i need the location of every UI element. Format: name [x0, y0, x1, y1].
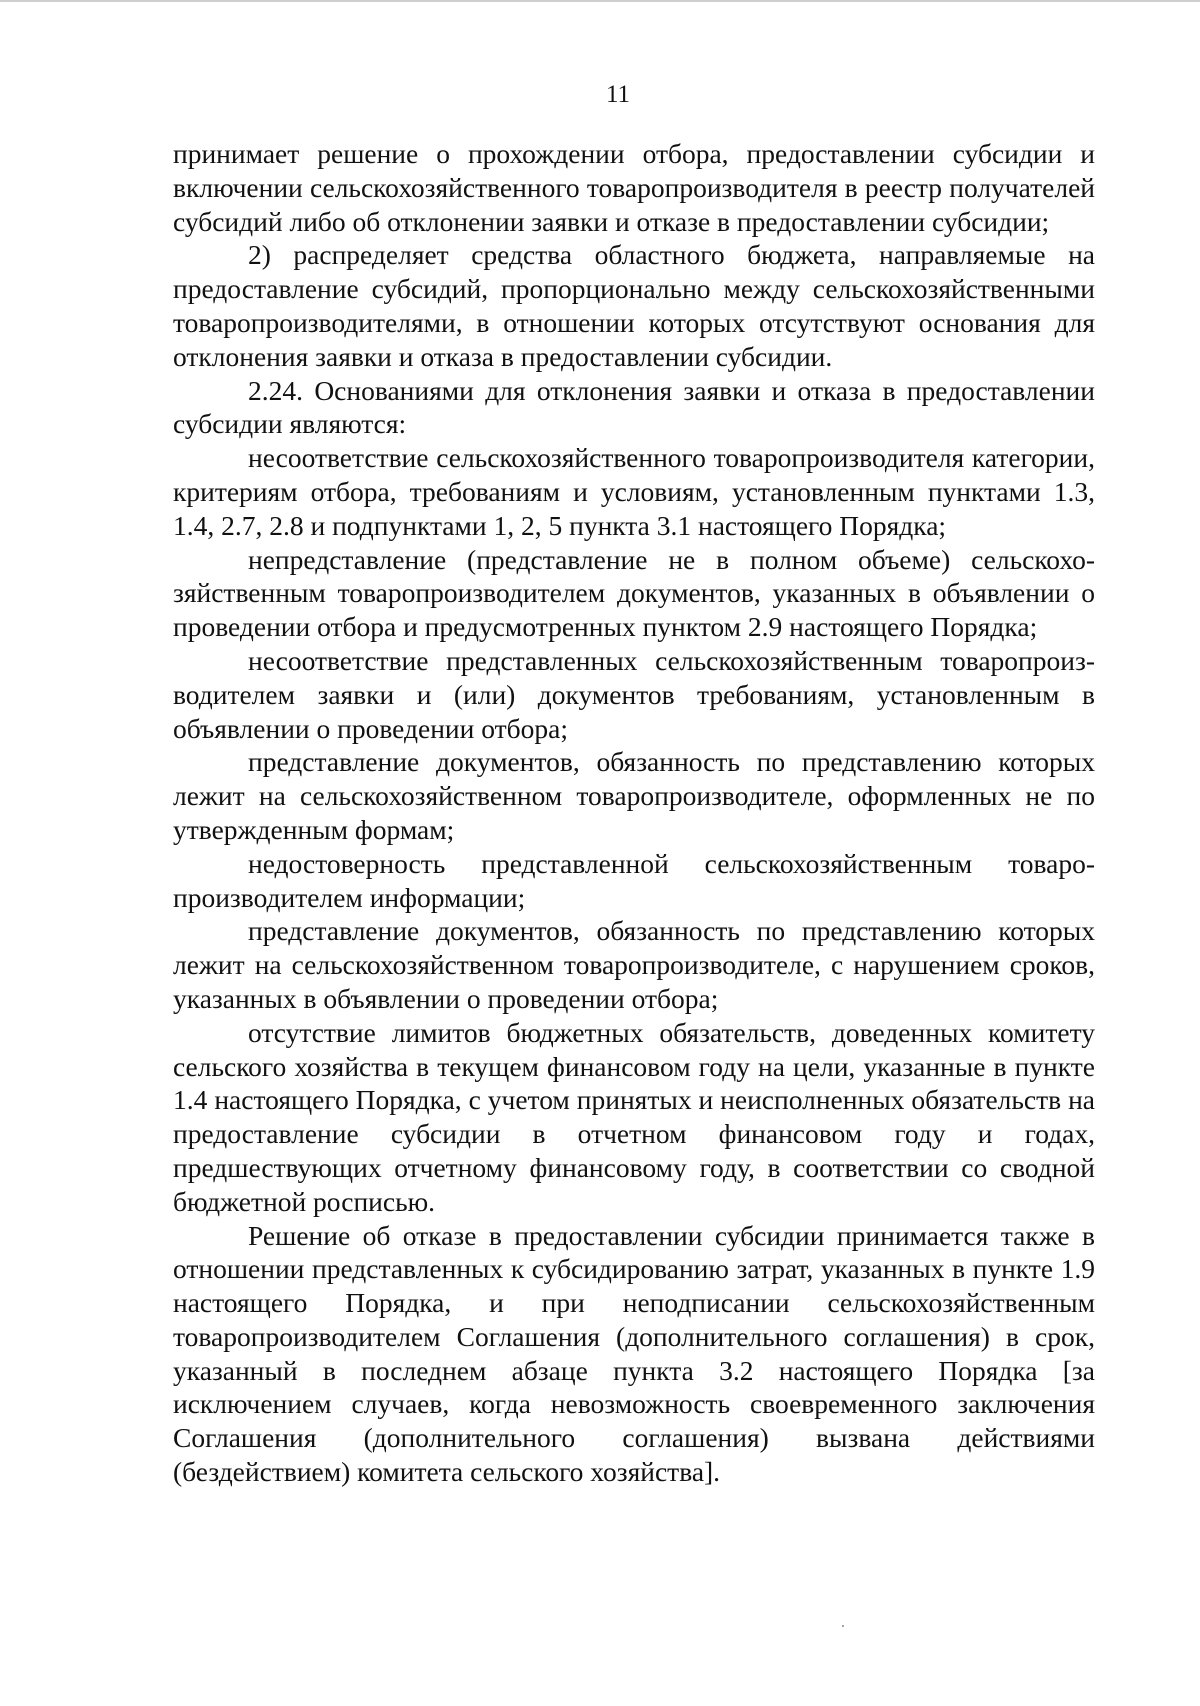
paragraph-9: представление документов, обязанность по представлению которых лежит на сельскохозяйственном товаропроизводителе, с нарушением сроков, указанных в объявлении о проведении отбора; [173, 915, 1095, 1014]
paragraph-5: непредставление (представление не в полном объеме) сельскохозяйственным товаропроизводителем документов, указанных в объявлении о проведении отбора и предусмотренных пунктом 2.9 настоящего Порядка; [173, 543, 1095, 643]
scan-speck [842, 1625, 844, 1627]
paragraph-4: несоответствие сельскохозяйственного товаропроизводителя категории, критериям отбора, требованиям и условиям, установленным пунктами 1.3, 1.4, 2.7, 2.8 и подпунктами 1, 2, 5 пункта 3.1 настоящего Порядка; [173, 442, 1095, 541]
scan-edge-line [0, 0, 1200, 2]
paragraph-11: Решение об отказе в предоставлении субсидии принимается также в отношении представленных к субсидированию затрат, указанных в пункте 1.9 настоящего Порядка, и при неподписании сельскохозяйственным товаропроизводителем Соглашения (дополнительного соглашения) в срок, указанный в последнем абзаце пункта 3.2 настоящего Порядка [за исключением случаев, когда невозможность своевременного заключения Соглашения (дополнительного соглашения) вызвана действиями (бездействием) комитета сельского хозяйства]. [173, 1219, 1095, 1488]
paragraph-3: 2.24. Основаниями для отклонения заявки и отказа в предоставлении субсидии являются: [173, 374, 1095, 440]
paragraph-6: несоответствие представленных сельскохозяйственным товаропроизводителем заявки и (или) документов требованиям, установленным в объявлении о проведении отбора; [173, 644, 1095, 744]
page-number: 11 [605, 81, 631, 108]
paragraph-2: 2) распределяет средства областного бюджета, направляемые на предоставление субсидий, пропорционально между сельскохозяйственными товаропроизводителями, в отношении которых отсутствуют основания для отклонения заявки и отказа в предоставлении субсидии. [173, 239, 1095, 372]
paragraph-8: недостоверность представленной сельскохозяйственным товаропроизводителем информации; [173, 847, 1095, 913]
document-body [173, 137, 1095, 1489]
paragraph-1: принимает решение о прохождении отбора, предоставлении субсидии и включении сельскохозяйственного товаропроизводителя в реестр получателей субсидий либо об отклонении заявки и отказе в предоставлении субсидии; [173, 138, 1095, 237]
paragraph-7: представление документов, обязанность по представлению которых лежит на сельскохозяйственном товаропроизводителе, оформленных не по утвержденным формам; [173, 746, 1095, 845]
paragraph-10: отсутствие лимитов бюджетных обязательств, доведенных комитету сельского хозяйства в текущем финансовом году на цели, указанные в пункте 1.4 настоящего Порядка, с учетом принятых и неисполненных обязательств на предоставление субсидии в отчетном финансовом году и годах, предшествующих отчетному финансовому году, в соответствии со сводной бюджетной росписью. [173, 1016, 1095, 1217]
